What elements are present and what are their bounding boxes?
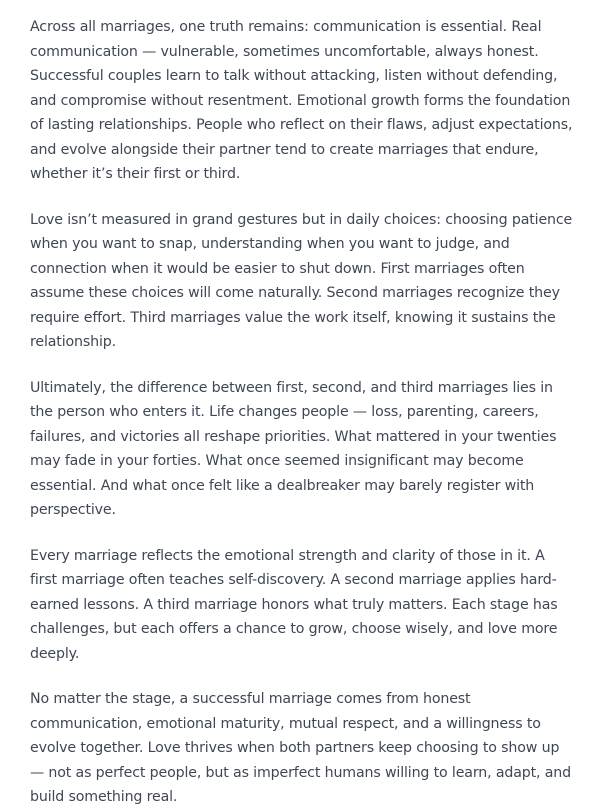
paragraph-communication: Across all marriages, one truth remains: communication is essential. Real communication — vulnerable, sometimes uncomfortable, always honest. Successful couples learn to talk without attacking, listen without defending, and compromise without resentment. Emotional growth forms the foundation of lasting relationships. People who reflect on their flaws, adjust expectations, and evolve alongside their partner tend to create marriages that endure, whether it’s their first or third. [30, 19, 573, 182]
paragraph-life-changes: Ultimately, the difference between first, second, and third marriages lies in the person who enters it. Life changes people — loss, parenting, careers, failures, and victories all reshape priorities. What mattered in your twenties may fade in your forties. What once seemed insignificant may become essential. And what once felt like a dealbreaker may barely register with perspective. [30, 379, 557, 518]
paragraph-daily-choices: Love isn’t measured in grand gestures but in daily choices: choosing patience when you want to snap, understanding when you want to judge, and connection when it would be easier to shut down. First marriages often assume these choices will come naturally. Second marriages recognize they require effort. Third marriages value the work itself, knowing it sustains the relationship. [30, 211, 573, 350]
paragraph-conclusion: No matter the stage, a successful marriage comes from honest communication, emotional maturity, mutual respect, and a willingness to evolve together. Love thrives when both partners keep choosing to show up — not as perfect people, but as imperfect humans willing to learn, adapt, and build something real. [30, 691, 572, 805]
article-body [30, 15, 575, 810]
paragraph-marriage-stages: Every marriage reflects the emotional strength and clarity of those in it. A first marriage often teaches self-discovery. A second marriage applies hard-earned lessons. A third marriage honors what truly matters. Each stage has challenges, but each offers a chance to grow, choose wisely, and love more deeply. [30, 547, 558, 662]
